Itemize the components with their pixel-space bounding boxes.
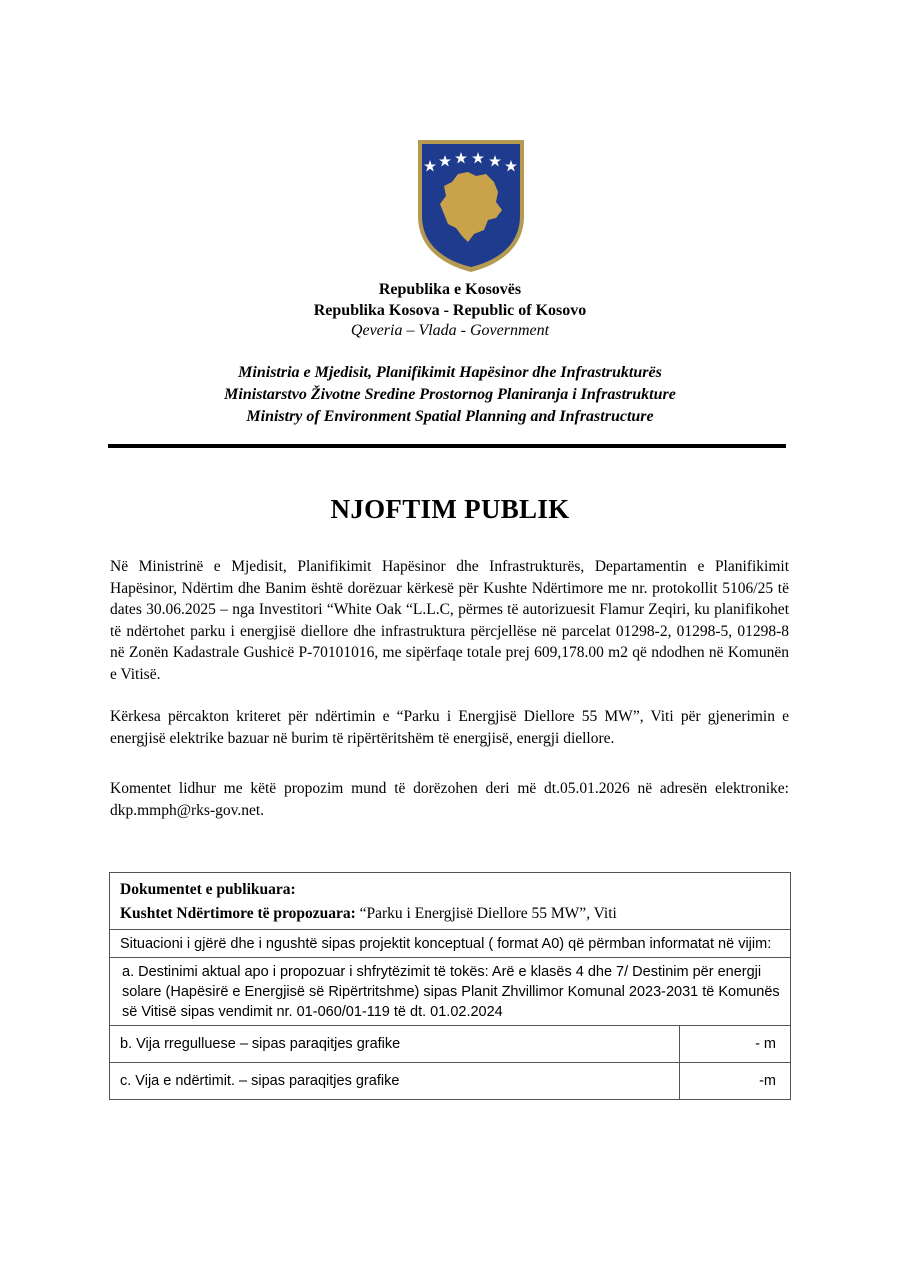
table-row — [110, 958, 791, 1026]
proposed-conditions-label: Kushtet Ndërtimore të propozuara: — [120, 905, 356, 922]
item-b-cell: b. Vija rregulluese – sipas paraqitjes grafike — [110, 1026, 680, 1063]
table-row — [110, 1063, 791, 1100]
paragraph-request: Në Ministrinë e Mjedisit, Planifikimit Hapësinor dhe Infrastrukturës, Departamentin e Planifikimit Hapësinor, Ndërtim dhe Banim është dorëzuar kërkesë për Kushte Ndërtimore me nr. protokollit 5106/25 të dates 30.06.2025 – nga Investitori “White Oak “L.L.C, përmes të autorizuesit Flamur Zeqiri, ku planifikohet të ndërtohet parku i energjisë diellore dhe infrastruktura përcjellëse në parcelat 01298-2, 01298-5, 01298-8 në Zonën Kadastrale Gushicë P-70101016, me sipërfaqe totale prej 609,178.00 m2 që ndodhen në Komunën e Vitisë. — [110, 558, 789, 683]
ministry-name-en: Ministry of Environment Spatial Planning and Infrastructure — [246, 408, 654, 425]
government-line: Qeveria – Vlada - Government — [350, 322, 550, 339]
paragraph-comments: Komentet lidhur me këtë propozim mund të dorëzohen deri më dt.05.01.2026 në adresën elektronike: dkp.mmph@rks-gov.net. — [110, 780, 789, 819]
item-c-value: -m — [680, 1063, 791, 1100]
ministry-name-sq: Ministria e Mjedisit, Planifikimit Hapësinor dhe Infrastrukturës — [238, 364, 662, 381]
table-header-cell — [110, 873, 791, 930]
kosovo-coat-of-arms-icon — [416, 138, 526, 274]
table-row — [110, 873, 791, 930]
ministry-name-sr: Ministarstvo Životne Sredine Prostornog Planiranja i Infrastrukture — [224, 386, 676, 403]
item-b-value: - m — [680, 1026, 791, 1063]
situation-cell: Situacioni i gjërë dhe i ngushtë sipas projektit konceptual ( format A0) që përmban informatat në vijim: — [110, 930, 791, 958]
item-c-cell: c. Vija e ndërtimit. – sipas paraqitjes grafike — [110, 1063, 680, 1100]
table-row — [110, 930, 791, 958]
proposed-conditions-value: “Parku i Energjisë Diellore 55 MW”, Viti — [355, 905, 617, 922]
header-divider — [108, 444, 786, 448]
notice-title: NJOFTIM PUBLIK — [330, 494, 570, 524]
item-a-cell: a. Destinimi aktual apo i propozuar i shfrytëzimit të tokës: Arë e klasës 4 dhe 7/ Destinim për energji solare (Hapësirë e Energjisë së Ripërtritshme) sipas Planit Zhvillimor Komunal 2023-2031 të Komunës së Vitisë sipas vendimit nr. 01-060/01-119 të dt. 01.02.2024 — [110, 958, 791, 1026]
table-row — [110, 1026, 791, 1063]
republic-name-multilingual: Republika Kosova - Republic of Kosovo — [313, 302, 587, 319]
published-documents-heading: Dokumentet e publikuara: — [120, 881, 296, 898]
published-documents-table — [109, 872, 791, 1100]
republic-name-sq: Republika e Kosovës — [378, 281, 522, 298]
paragraph-criteria: Kërkesa përcakton kriteret për ndërtimin e “Parku i Energjisë Diellore 55 MW”, Viti për gjenerimin e energjisë elektrike bazuar në burim të ripërtëritshëm të energjisë, energji diellore. — [110, 708, 789, 747]
